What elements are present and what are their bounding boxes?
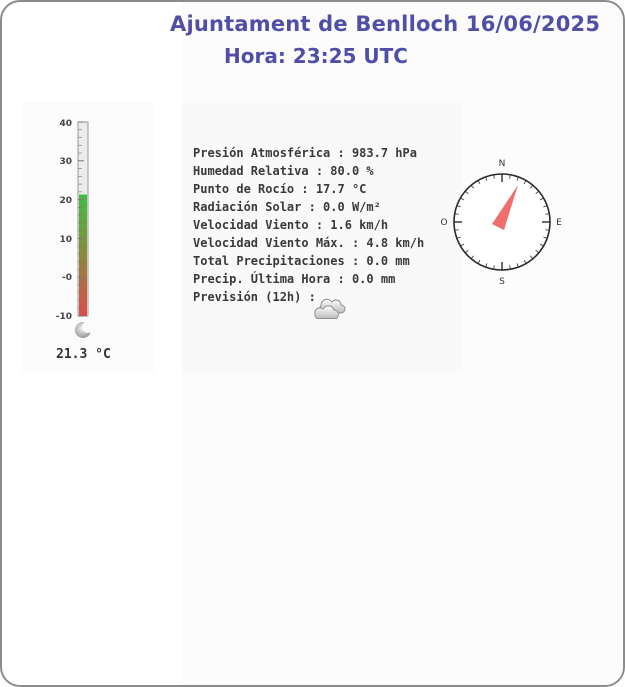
- scale-label-minus-10: -10: [55, 312, 72, 322]
- solar-radiation-reading: Radiación Solar : 0.0 W/m²: [193, 200, 381, 214]
- scale-label-20: 20: [59, 196, 72, 206]
- compass-west-label: O: [440, 218, 448, 228]
- temperature-reading: 21.3 °C: [56, 347, 111, 362]
- thermometer-bulb-icon: [75, 321, 94, 338]
- station-time: Hora: 23:25 UTC: [224, 44, 408, 68]
- pressure-reading: Presión Atmosférica : 983.7 hPa: [193, 146, 417, 160]
- scale-label-30: 30: [59, 157, 72, 167]
- scale-label-40: 40: [59, 119, 72, 129]
- dew-point-reading: Punto de Rocío : 17.7 °C: [193, 182, 367, 196]
- humidity-reading: Humedad Relativa : 80.0 %: [193, 164, 374, 178]
- compass-east-label: E: [556, 218, 562, 228]
- max-wind-speed-reading: Velocidad Viento Máx. : 4.8 km/h: [193, 236, 425, 250]
- readings-list: [193, 144, 424, 306]
- scale-label-0: -0: [62, 273, 72, 283]
- forecast-label: Previsión (12h) :: [193, 290, 316, 304]
- cloudy-icon: [311, 292, 347, 322]
- forecast-row: [193, 288, 424, 306]
- wind-speed-reading: Velocidad Viento : 1.6 km/h: [193, 218, 389, 232]
- total-precipitation-reading: Total Precipitaciones : 0.0 mm: [193, 254, 410, 268]
- compass-north-label: N: [498, 159, 506, 169]
- compass-south-label: S: [499, 277, 505, 287]
- thermometer: [22, 102, 154, 347]
- station-title: Ajuntament de Benlloch 16/06/2025: [170, 12, 601, 36]
- last-hour-precipitation-reading: Precip. Última Hora : 0.0 mm: [193, 272, 396, 286]
- wind-compass: [435, 152, 569, 292]
- scale-label-10: 10: [59, 235, 72, 245]
- thermometer-fill: [79, 195, 87, 316]
